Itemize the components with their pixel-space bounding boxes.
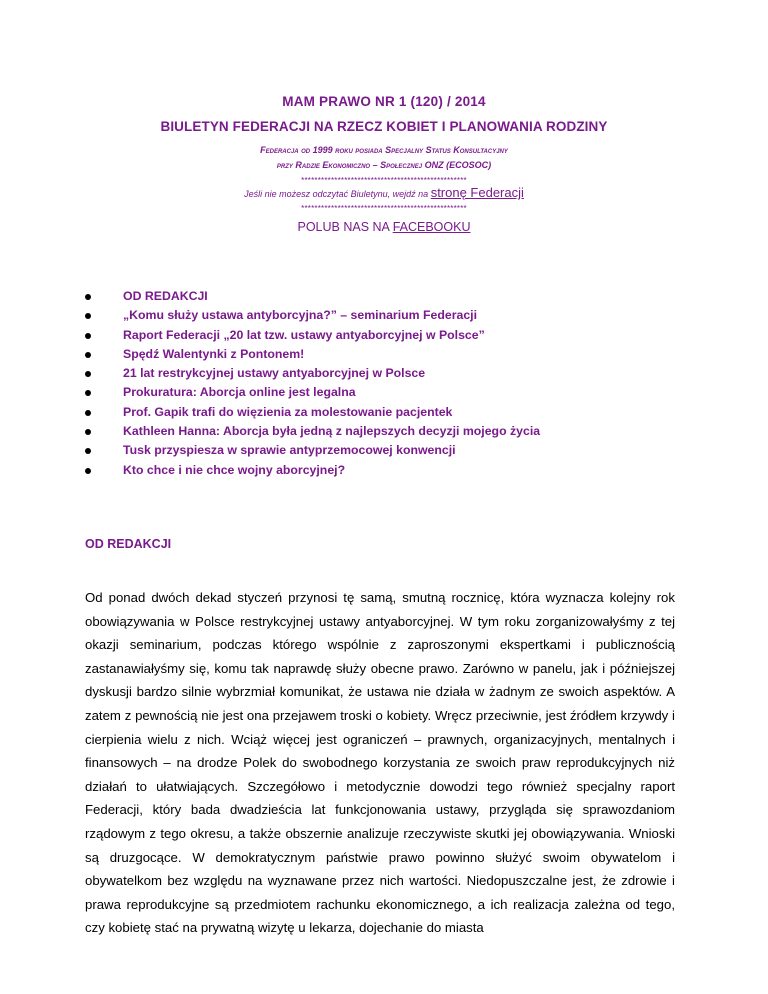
toc-item-label: „Komu służy ustawa antyborcyjna?” – seminarium Federacji [123, 308, 477, 323]
status-line-2-text: przy Radzie Ekonomiczno – Społecznej ONZ (ECOSOC) [276, 160, 492, 170]
stars-divider-bottom: ************************************************** [301, 204, 467, 213]
toc-item[interactable] [85, 345, 540, 364]
toc-item-label: Tusk przyspiesza w sprawie antyprzemocowej konwencji [123, 443, 456, 458]
toc-item-label: Kto chce i nie chce wojny aborcyjnej? [123, 462, 346, 477]
stars-divider-top: ************************************************** [301, 176, 467, 185]
toc-item-label: Prokuratura: Aborcja online jest legalna [123, 385, 356, 400]
toc-item-label: 21 lat restrykcyjnej ustawy antyaborcyjnej w Polsce [123, 366, 426, 381]
toc-item[interactable] [85, 441, 540, 460]
facebook-prefix: POLUB NAS NA [297, 220, 390, 234]
bullet-icon [85, 429, 91, 435]
table-of-contents [85, 287, 540, 480]
toc-item-label: Prof. Gapik trafi do więzienia za molestowanie pacjentek [123, 404, 453, 419]
bullet-icon [85, 468, 91, 474]
toc-item-label: Spędź Walentynki z Pontonem! [123, 346, 305, 361]
read-online-line [0, 185, 768, 200]
bulletin-title: MAM PRAWO NR 1 (120) / 2014 [282, 94, 486, 109]
toc-item[interactable] [85, 461, 540, 480]
bullet-icon [85, 313, 91, 319]
toc-item-label: Raport Federacji „20 lat tzw. ustawy antyaborcyjnej w Polsce” [123, 327, 485, 342]
toc-item-label: OD REDAKCJI [123, 289, 208, 303]
bullet-icon [85, 371, 91, 377]
toc-item[interactable] [85, 383, 540, 402]
bullet-icon [85, 448, 91, 454]
toc-item[interactable] [85, 326, 540, 345]
status-line-2 [0, 160, 768, 170]
status-line-1-text: Federacja od 1999 roku posiada Specjalny Status Konsultacyjny [260, 145, 508, 155]
section-heading: OD REDAKCJI [85, 537, 172, 551]
toc-item[interactable] [85, 364, 540, 383]
facebook-line [0, 220, 768, 234]
status-line-1 [0, 145, 768, 155]
bullet-icon [85, 352, 91, 358]
bullet-icon [85, 294, 91, 300]
toc-item[interactable] [85, 306, 540, 325]
federation-site-link[interactable]: stronę Federacji [430, 185, 524, 200]
toc-item-label: Kathleen Hanna: Aborcja była jedną z najlepszych decyzji mojego życia [123, 424, 541, 439]
bullet-icon [85, 333, 91, 339]
section-paragraph: Od ponad dwóch dekad styczeń przynosi tę samą, smutną rocznicę, która wyznacza kolejny rok obowiązywania w Polsce restrykcyjnej ustawy antyaborcyjnej. W tym roku zorganizowałyśmy z tej okazji seminarium, podczas którego wspólnie z zaproszonymi ekspertkami i publicznością zastanawiałyśmy się, komu tak naprawdę służy obecne prawo. Zarówno w panelu, jak i późniejszej dyskusji bardzo silnie wybrzmiał komunikat, że ustawa nie działa w żadnym ze swoich aspektów. A zatem z pewnością nie jest ona przejawem troski o kobiety. Wręcz przeciwnie, jest źródłem krzywdy i cierpienia wielu z nich. Wciąż więcej jest ograniczeń – prawnych, organizacyjnych, mentalnych i finansowych – na drodze Polek do swobodnego korzystania ze swoich praw reprodukcyjnych niż działań to ułatwiających. Szczegółowo i metodycznie dowodzi tego również specjalny raport Federacji, który bada dwadzieścia lat funkcjonowania ustawy, przygląda się sprawozdaniom rządowym z tego okresu, a także obszernie analizuje rzeczywiste skutki jej obowiązywania. Wnioski są druzgocące. W demokratycznym państwie prawo powinno służyć swoim obywatelom i obywatelkom bez względu na wyznawane przez nich wartości. Niedopuszczalne jest, że zdrowie i prawa reprodukcyjne są przedmiotem rachunku ekonomicznego, a ich realizacja zależna od tego, czy kobietę stać na prywatną wizytę u lekarza, dojechanie do miasta [85, 590, 675, 936]
toc-item[interactable] [85, 403, 540, 422]
bullet-icon [85, 410, 91, 416]
bulletin-subtitle: BIULETYN FEDERACJI NA RZECZ KOBIET I PLANOWANIA RODZINY [160, 119, 608, 134]
facebook-link[interactable]: FACEBOOKU [392, 220, 471, 234]
toc-item[interactable] [85, 287, 540, 306]
read-online-prefix: Jeśli nie możesz odczytać Biuletynu, wejdź na [244, 189, 429, 199]
toc-item[interactable] [85, 422, 540, 441]
bullet-icon [85, 390, 91, 396]
